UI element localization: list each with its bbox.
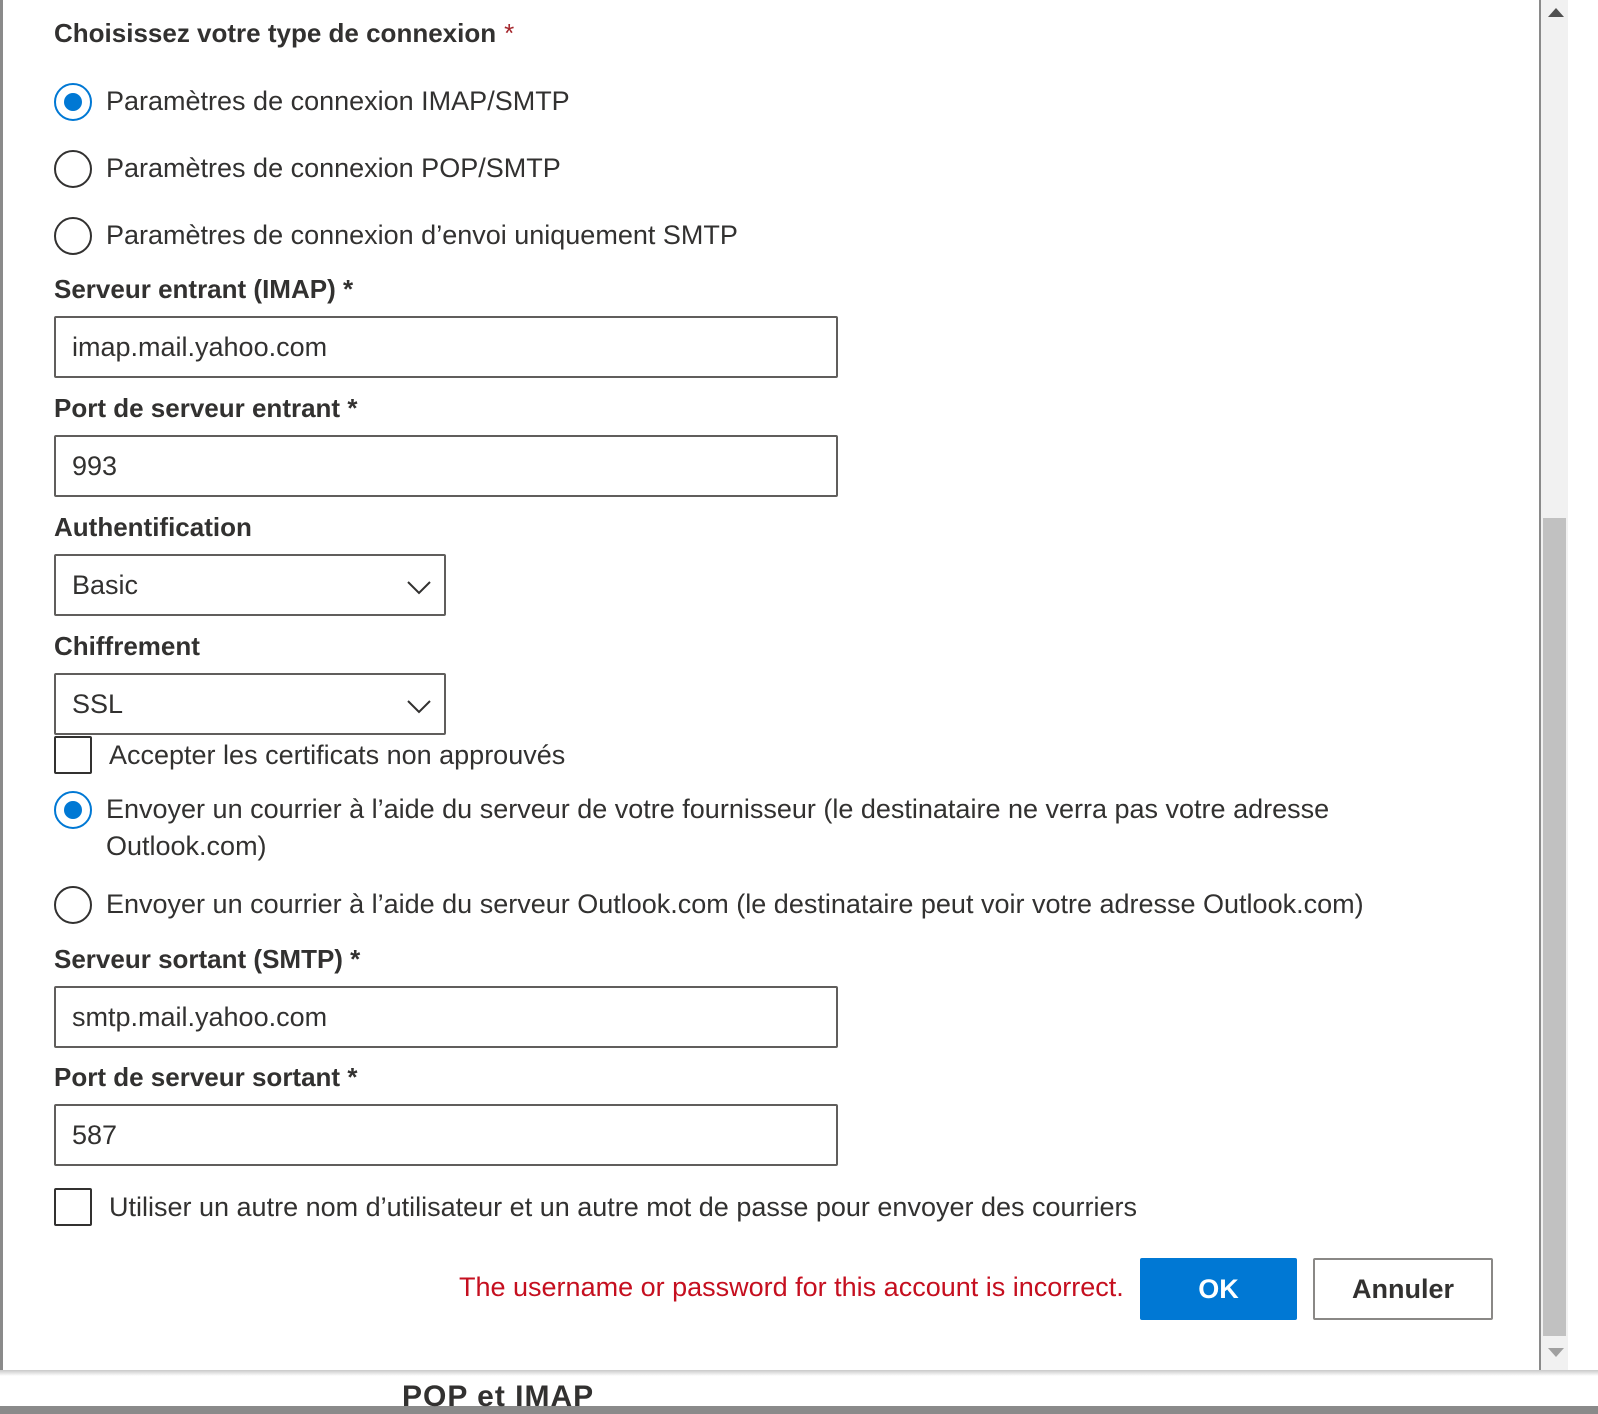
chevron-down-icon [406,693,432,719]
encryption-label: Chiffrement [54,631,200,661]
accept-certs-label: Accepter les certificats non approuvés [109,740,566,770]
authentication-value: Basic [72,570,139,600]
page-gutter [1568,0,1598,1406]
ok-button[interactable]: OK [1140,1258,1297,1320]
outgoing-server-value: smtp.mail.yahoo.com [72,1002,328,1032]
outgoing-port-label: Port de serveur sortant * [54,1062,358,1092]
cancel-button[interactable]: Annuler [1313,1258,1493,1320]
radio-send-outlook-label: Envoyer un courrier à l’aide du serveur Outlook.com (le destinataire peut voir votre adresse Outlook.com) [106,889,1364,919]
connection-type-label: Choisissez votre type de connexion * [54,18,515,48]
radio-send-provider-label: Envoyer un courrier à l’aide du serveur de votre fournisseur (le destinataire ne verra pas votre adresse Outlook.com) [106,794,1330,861]
encryption-value: SSL [72,689,124,719]
outgoing-port-input[interactable] [54,1104,838,1166]
incoming-port-input[interactable] [54,435,838,497]
authentication-label: Authentification [54,512,252,542]
outgoing-server-input[interactable] [54,986,838,1048]
incoming-server-value: imap.mail.yahoo.com [72,332,328,362]
alt-credentials-checkbox[interactable] [54,1188,92,1226]
alt-credentials-label: Utiliser un autre nom d’utilisateur et un autre mot de passe pour envoyer des courriers [109,1192,1138,1222]
outgoing-port-value: 587 [72,1120,118,1150]
radio-pop-smtp[interactable] [54,150,92,188]
outgoing-server-label: Serveur sortant (SMTP) * [54,944,361,974]
radio-imap-smtp[interactable] [54,83,92,121]
incoming-port-label: Port de serveur entrant * [54,393,358,423]
scrollbar-thumb[interactable] [1543,518,1566,1336]
authentication-select[interactable] [54,554,446,616]
settings-dialog [3,0,1539,1370]
encryption-select[interactable] [54,673,446,735]
radio-smtp-only[interactable] [54,217,92,255]
radio-pop-smtp-label: Paramètres de connexion POP/SMTP [106,153,561,183]
radio-send-outlook[interactable] [54,886,92,924]
incoming-server-label: Serveur entrant (IMAP) * [54,274,354,304]
scroll-down-arrow-icon[interactable] [1548,1348,1564,1357]
scroll-up-arrow-icon[interactable] [1548,8,1564,17]
dialog-shadow [0,1370,1598,1376]
radio-send-provider[interactable] [54,791,92,829]
background-page [0,1370,1598,1413]
radio-smtp-only-label: Paramètres de connexion d’envoi uniquement SMTP [106,220,738,250]
error-message: The username or password for this account is incorrect. [459,1272,1124,1302]
radio-imap-smtp-label: Paramètres de connexion IMAP/SMTP [106,86,570,116]
background-heading: POP et IMAP [402,1380,595,1413]
incoming-server-input[interactable] [54,316,838,378]
accept-certs-checkbox[interactable] [54,736,92,774]
chevron-down-icon [406,574,432,600]
incoming-port-value: 993 [72,451,118,481]
